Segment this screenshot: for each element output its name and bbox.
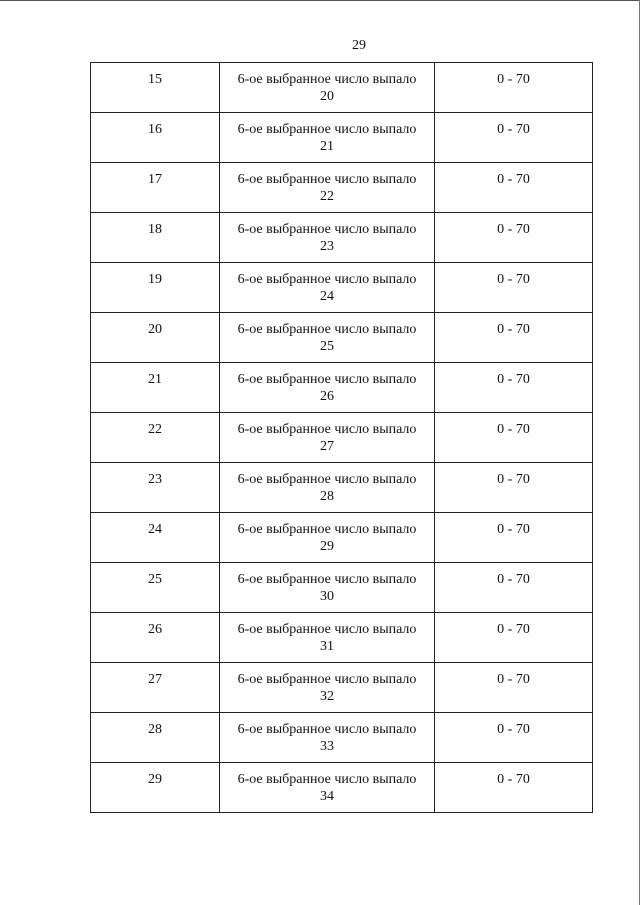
row-range-cell [435,713,593,763]
table-row [91,363,593,413]
row-range: 0 - 70 [497,372,530,387]
row-description-cell [220,613,435,663]
table-row [91,163,593,213]
row-description: 6-ое выбранное число выпало [237,172,417,187]
row-range: 0 - 70 [497,472,530,487]
row-description-cell [220,463,435,513]
row-number-cell [91,113,220,163]
row-number-cell [91,163,220,213]
table-row [91,263,593,313]
row-number-cell [91,763,220,813]
row-number-cell [91,213,220,263]
row-description: 6-ое выбранное число выпало [237,672,417,687]
row-drawn-number: 30 [320,589,334,604]
table-row [91,113,593,163]
table-row [91,513,593,563]
row-number-cell [91,613,220,663]
row-range: 0 - 70 [497,772,530,787]
row-description: 6-ое выбранное число выпало [237,522,417,537]
row-number: 27 [148,672,162,687]
row-description-cell [220,563,435,613]
row-number: 16 [148,122,162,137]
row-range-cell [435,563,593,613]
row-range-cell [435,263,593,313]
row-description-cell [220,663,435,713]
table-row [91,663,593,713]
row-description-cell [220,763,435,813]
page-number: 29 [352,38,366,53]
row-range: 0 - 70 [497,572,530,587]
row-drawn-number: 20 [320,89,334,104]
page-edge-top [0,0,640,1]
row-drawn-number: 28 [320,489,334,504]
row-description: 6-ое выбранное число выпало [237,572,417,587]
row-drawn-number: 22 [320,189,334,204]
table-row [91,313,593,363]
row-description: 6-ое выбранное число выпало [237,622,417,637]
row-description: 6-ое выбранное число выпало [237,322,417,337]
row-number: 17 [148,172,162,187]
row-range: 0 - 70 [497,222,530,237]
table-row [91,563,593,613]
row-range: 0 - 70 [497,722,530,737]
row-description-cell [220,263,435,313]
row-drawn-number: 32 [320,689,334,704]
row-description: 6-ое выбранное число выпало [237,422,417,437]
row-number-cell [91,413,220,463]
row-number: 23 [148,472,162,487]
row-range-cell [435,663,593,713]
row-number-cell [91,713,220,763]
row-range-cell [435,763,593,813]
row-description-cell [220,363,435,413]
row-number: 26 [148,622,162,637]
row-description: 6-ое выбранное число выпало [237,372,417,387]
table-row [91,413,593,463]
row-drawn-number: 27 [320,439,334,454]
row-description: 6-ое выбранное число выпало [237,272,417,287]
row-description-cell [220,163,435,213]
row-number-cell [91,513,220,563]
row-number-cell [91,263,220,313]
row-drawn-number: 33 [320,739,334,754]
row-range-cell [435,113,593,163]
row-drawn-number: 23 [320,239,334,254]
row-description-cell [220,313,435,363]
row-description-cell [220,63,435,113]
row-range: 0 - 70 [497,622,530,637]
row-range-cell [435,213,593,263]
row-range-cell [435,363,593,413]
table-row [91,213,593,263]
row-range-cell [435,63,593,113]
results-table [90,62,593,813]
table-row [91,613,593,663]
row-range: 0 - 70 [497,72,530,87]
row-number: 22 [148,422,162,437]
row-range: 0 - 70 [497,422,530,437]
table-row [91,63,593,113]
row-number-cell [91,563,220,613]
row-drawn-number: 25 [320,339,334,354]
row-range: 0 - 70 [497,272,530,287]
table-row [91,463,593,513]
row-range: 0 - 70 [497,322,530,337]
row-description: 6-ое выбранное число выпало [237,722,417,737]
row-number: 15 [148,72,162,87]
row-range: 0 - 70 [497,172,530,187]
row-number-cell [91,663,220,713]
row-number: 24 [148,522,162,537]
row-number-cell [91,463,220,513]
row-number: 25 [148,572,162,587]
row-description: 6-ое выбранное число выпало [237,772,417,787]
row-range: 0 - 70 [497,522,530,537]
row-range: 0 - 70 [497,122,530,137]
row-description: 6-ое выбранное число выпало [237,122,417,137]
row-range-cell [435,163,593,213]
row-range-cell [435,313,593,363]
row-drawn-number: 34 [320,789,334,804]
row-drawn-number: 31 [320,639,334,654]
row-description: 6-ое выбранное число выпало [237,472,417,487]
row-number: 28 [148,722,162,737]
row-description-cell [220,213,435,263]
table-row [91,713,593,763]
row-number-cell [91,363,220,413]
row-range-cell [435,513,593,563]
row-drawn-number: 26 [320,389,334,404]
row-drawn-number: 24 [320,289,334,304]
row-number-cell [91,313,220,363]
row-description-cell [220,113,435,163]
row-drawn-number: 29 [320,539,334,554]
row-range: 0 - 70 [497,672,530,687]
row-range-cell [435,413,593,463]
row-description: 6-ое выбранное число выпало [237,72,417,87]
row-drawn-number: 21 [320,139,334,154]
row-description: 6-ое выбранное число выпало [237,222,417,237]
row-number: 21 [148,372,162,387]
row-number: 29 [148,772,162,787]
row-number: 19 [148,272,162,287]
table-row [91,763,593,813]
row-description-cell [220,413,435,463]
row-description-cell [220,713,435,763]
row-description-cell [220,513,435,563]
row-range-cell [435,463,593,513]
row-number: 20 [148,322,162,337]
row-range-cell [435,613,593,663]
row-number-cell [91,63,220,113]
row-number: 18 [148,222,162,237]
